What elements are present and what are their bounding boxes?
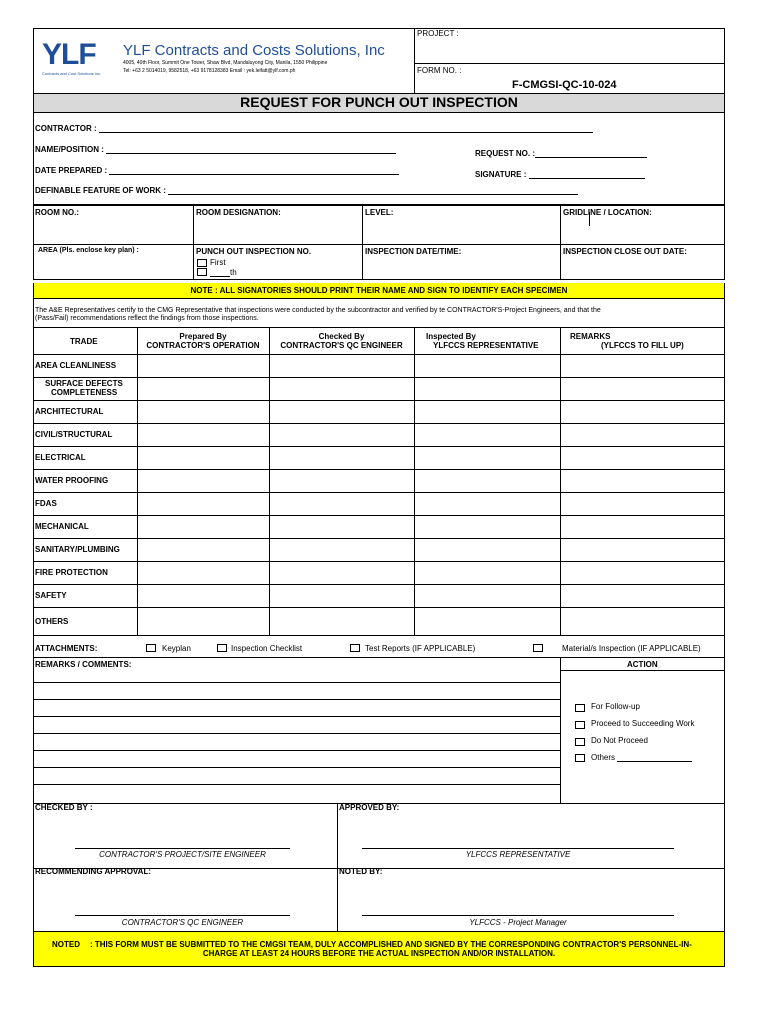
signatories-note: NOTE : ALL SIGNATORIES SHOULD PRINT THEIR NAME AND SIGN TO IDENTIFY EACH SPECIMEN: [190, 286, 568, 295]
trade-row-label: FIRE PROTECTION: [35, 568, 108, 577]
table-line: [33, 423, 725, 424]
inspection-datetime-label: INSPECTION DATE/TIME:: [365, 247, 462, 256]
form-no-value: F-CMGSI-QC-10-024: [512, 79, 617, 91]
location-hline: [33, 244, 725, 245]
others-label: Others: [591, 753, 692, 762]
col-prepared-role: CONTRACTOR'S OPERATION: [146, 341, 260, 350]
proceed-label: Proceed to Succeeding Work: [591, 719, 695, 728]
name-position-label: NAME/POSITION :: [35, 145, 396, 154]
materials-inspection-checkbox[interactable]: [533, 644, 543, 652]
location-vline-3: [560, 205, 561, 280]
table-line: [33, 400, 725, 401]
noted-by-label: NOTED BY:: [339, 867, 383, 876]
request-no-label: REQUEST NO. :: [475, 149, 647, 158]
col-prepared-by: Prepared By: [179, 332, 227, 341]
ylfccs-rep-signature-line: [362, 848, 674, 849]
follow-up-checkbox[interactable]: [575, 704, 585, 712]
room-designation-label: ROOM DESIGNATION:: [196, 208, 281, 217]
do-not-proceed-checkbox[interactable]: [575, 738, 585, 746]
table-line: [33, 515, 725, 516]
punch-out-no-label: PUNCH OUT INSPECTION NO.: [196, 247, 312, 256]
trade-row-label: AREA CLEANLINESS: [35, 361, 117, 370]
logo-text: YLF: [42, 38, 96, 71]
do-not-proceed-label: Do Not Proceed: [591, 736, 648, 745]
page-title: REQUEST FOR PUNCH OUT INSPECTION: [240, 94, 518, 110]
qc-engineer-signature-line: [75, 915, 290, 916]
proceed-checkbox[interactable]: [575, 721, 585, 729]
area-label: AREA (Pls. enclose key plan) :: [38, 247, 139, 254]
company-contact: Tel: +63 2 5014019, 9582518, +63 9178128383 Email : yek.leifatt@ylf.com.ph: [123, 68, 296, 74]
company-name: YLF Contracts and Costs Solutions, Inc: [123, 42, 385, 59]
remarks-line: [33, 699, 560, 700]
site-engineer-caption: CONTRACTOR'S PROJECT/SITE ENGINEER: [99, 850, 266, 859]
trade-row-label: ELECTRICAL: [35, 453, 86, 462]
attachments-label: ATTACHMENTS:: [35, 644, 98, 653]
inspection-checklist-label: Inspection Checklist: [231, 644, 303, 653]
logo-subtext: Contracts and Cost Solutions Inc.: [42, 71, 102, 76]
remarks-line: [33, 750, 560, 751]
room-no-label: ROOM NO.:: [35, 208, 79, 217]
trade-row-label: ARCHITECTURAL: [35, 407, 104, 416]
ylfccs-rep-caption: YLFCCS REPRESENTATIVE: [465, 850, 571, 859]
inspection-checklist-checkbox[interactable]: [217, 644, 227, 652]
table-vline-1: [137, 328, 138, 636]
col-inspected-role: YLFCCS REPRESENTATIVE: [433, 341, 539, 350]
footer-noted-label: NOTED: [52, 940, 80, 949]
close-out-date-label: INSPECTION CLOSE OUT DATE:: [563, 247, 687, 256]
project-manager-signature-line: [362, 915, 674, 916]
remarks-divider: [560, 658, 561, 804]
keyplan-label: Keyplan: [162, 644, 191, 653]
first-label: First: [210, 258, 226, 267]
definable-feature-label: DEFINABLE FEATURE OF WORK :: [35, 186, 578, 195]
follow-up-label: For Follow-up: [591, 702, 640, 711]
certification-text-1: The A&E Representatives certify to the CMG Representative that inspections were conducted by the subcontractor and verified by te CONTRACTOR'S-Project Engineers, and that the: [35, 307, 601, 314]
nth-label: th: [210, 268, 237, 277]
form-no-label: FORM NO. :: [417, 66, 462, 75]
checked-by-label: CHECKED BY :: [35, 803, 93, 812]
col-checked-by: Checked By: [318, 332, 365, 341]
test-reports-checkbox[interactable]: [350, 644, 360, 652]
materials-inspection-label: Material/s Inspection (IF APPLICABLE): [562, 644, 701, 653]
trade-row-label: FDAS: [35, 499, 57, 508]
remarks-line: [33, 767, 560, 768]
project-manager-caption: YLFCCS - Project Manager: [469, 918, 567, 927]
remarks-line: [33, 716, 560, 717]
qc-engineer-caption: CONTRACTOR'S QC ENGINEER: [121, 918, 244, 927]
test-reports-label: Test Reports (IF APPLICABLE): [365, 644, 476, 653]
remarks-box: [33, 658, 725, 804]
table-header-line: [33, 354, 725, 355]
remarks-line: [33, 682, 560, 683]
approved-by-label: APPROVED BY:: [339, 803, 400, 812]
col-checked-role: CONTRACTOR'S QC ENGINEER: [280, 341, 403, 350]
table-line: [33, 492, 725, 493]
header-hline: [414, 63, 725, 64]
col-inspected-by: Inspected By: [426, 332, 476, 341]
first-checkbox[interactable]: [197, 259, 207, 267]
level-label: LEVEL:: [365, 208, 394, 217]
trade-row-label: CIVIL/STRUCTURAL: [35, 430, 113, 439]
table-line: [33, 607, 725, 608]
trade-row-label: MECHANICAL: [35, 522, 89, 531]
gridline-label: GRIDLINE / LOCATION:: [563, 208, 652, 217]
table-line: [33, 538, 725, 539]
remarks-label: REMARKS / COMMENTS:: [35, 660, 132, 669]
trade-row-label: SURFACE DEFECTS: [45, 379, 123, 388]
col-remarks: REMARKS: [570, 332, 611, 341]
remarks-line: [33, 733, 560, 734]
company-logo: [42, 40, 101, 76]
table-line: [33, 584, 725, 585]
col-remarks-note: (YLFCCS TO FILL UP): [601, 341, 684, 350]
action-header-line: [560, 670, 725, 671]
recommending-approval-label: RECOMMENDING APPROVAL:: [35, 867, 151, 876]
action-label: ACTION: [627, 660, 658, 669]
date-prepared-label: DATE PREPARED :: [35, 166, 399, 175]
header-divider: [414, 28, 415, 93]
remarks-line: [33, 784, 560, 785]
trade-row-label: SANITARY/PLUMBING: [35, 545, 120, 554]
trade-row-label: WATER PROOFING: [35, 476, 109, 485]
table-line: [33, 377, 725, 378]
signature-label: SIGNATURE :: [475, 170, 645, 179]
footer-note-line-2: CHARGE AT LEAST 24 HOURS BEFORE THE ACTUAL INSPECTION AND/OR INSTALLATION.: [202, 949, 556, 958]
project-label: PROJECT :: [417, 29, 459, 38]
footer-note-line-1: : THIS FORM MUST BE SUBMITTED TO THE CMGSI TEAM, DULY ACCOMPLISHED AND SIGNED BY THE CORRESPONDING CONTRACTOR'S PERSONNEL-IN-: [90, 940, 692, 949]
table-vline-3: [414, 328, 415, 636]
trade-row-label: OTHERS: [35, 617, 69, 626]
table-vline-2: [269, 328, 270, 636]
table-line: [33, 469, 725, 470]
trade-row-label: SAFETY: [35, 591, 67, 600]
table-line: [33, 561, 725, 562]
table-line: [33, 446, 725, 447]
location-vline-2: [362, 205, 363, 280]
col-trade: TRADE: [70, 337, 98, 346]
others-checkbox[interactable]: [575, 754, 585, 762]
contractor-label: CONTRACTOR :: [35, 124, 593, 133]
keyplan-checkbox[interactable]: [146, 644, 156, 652]
nth-checkbox[interactable]: [197, 268, 207, 276]
company-address: 4005, 40th Floor, Summit One Tower, Shaw Blvd, Mandaluyong City, Manila, 1550 Philippine: [123, 60, 328, 66]
trade-row-label: COMPLETENESS: [51, 388, 118, 397]
location-vline-1: [193, 205, 194, 280]
site-engineer-signature-line: [75, 848, 290, 849]
table-vline-4: [560, 328, 561, 636]
certification-text-2: (Pass/Fail) recommendations reflect the findings from those inspections.: [35, 315, 259, 322]
